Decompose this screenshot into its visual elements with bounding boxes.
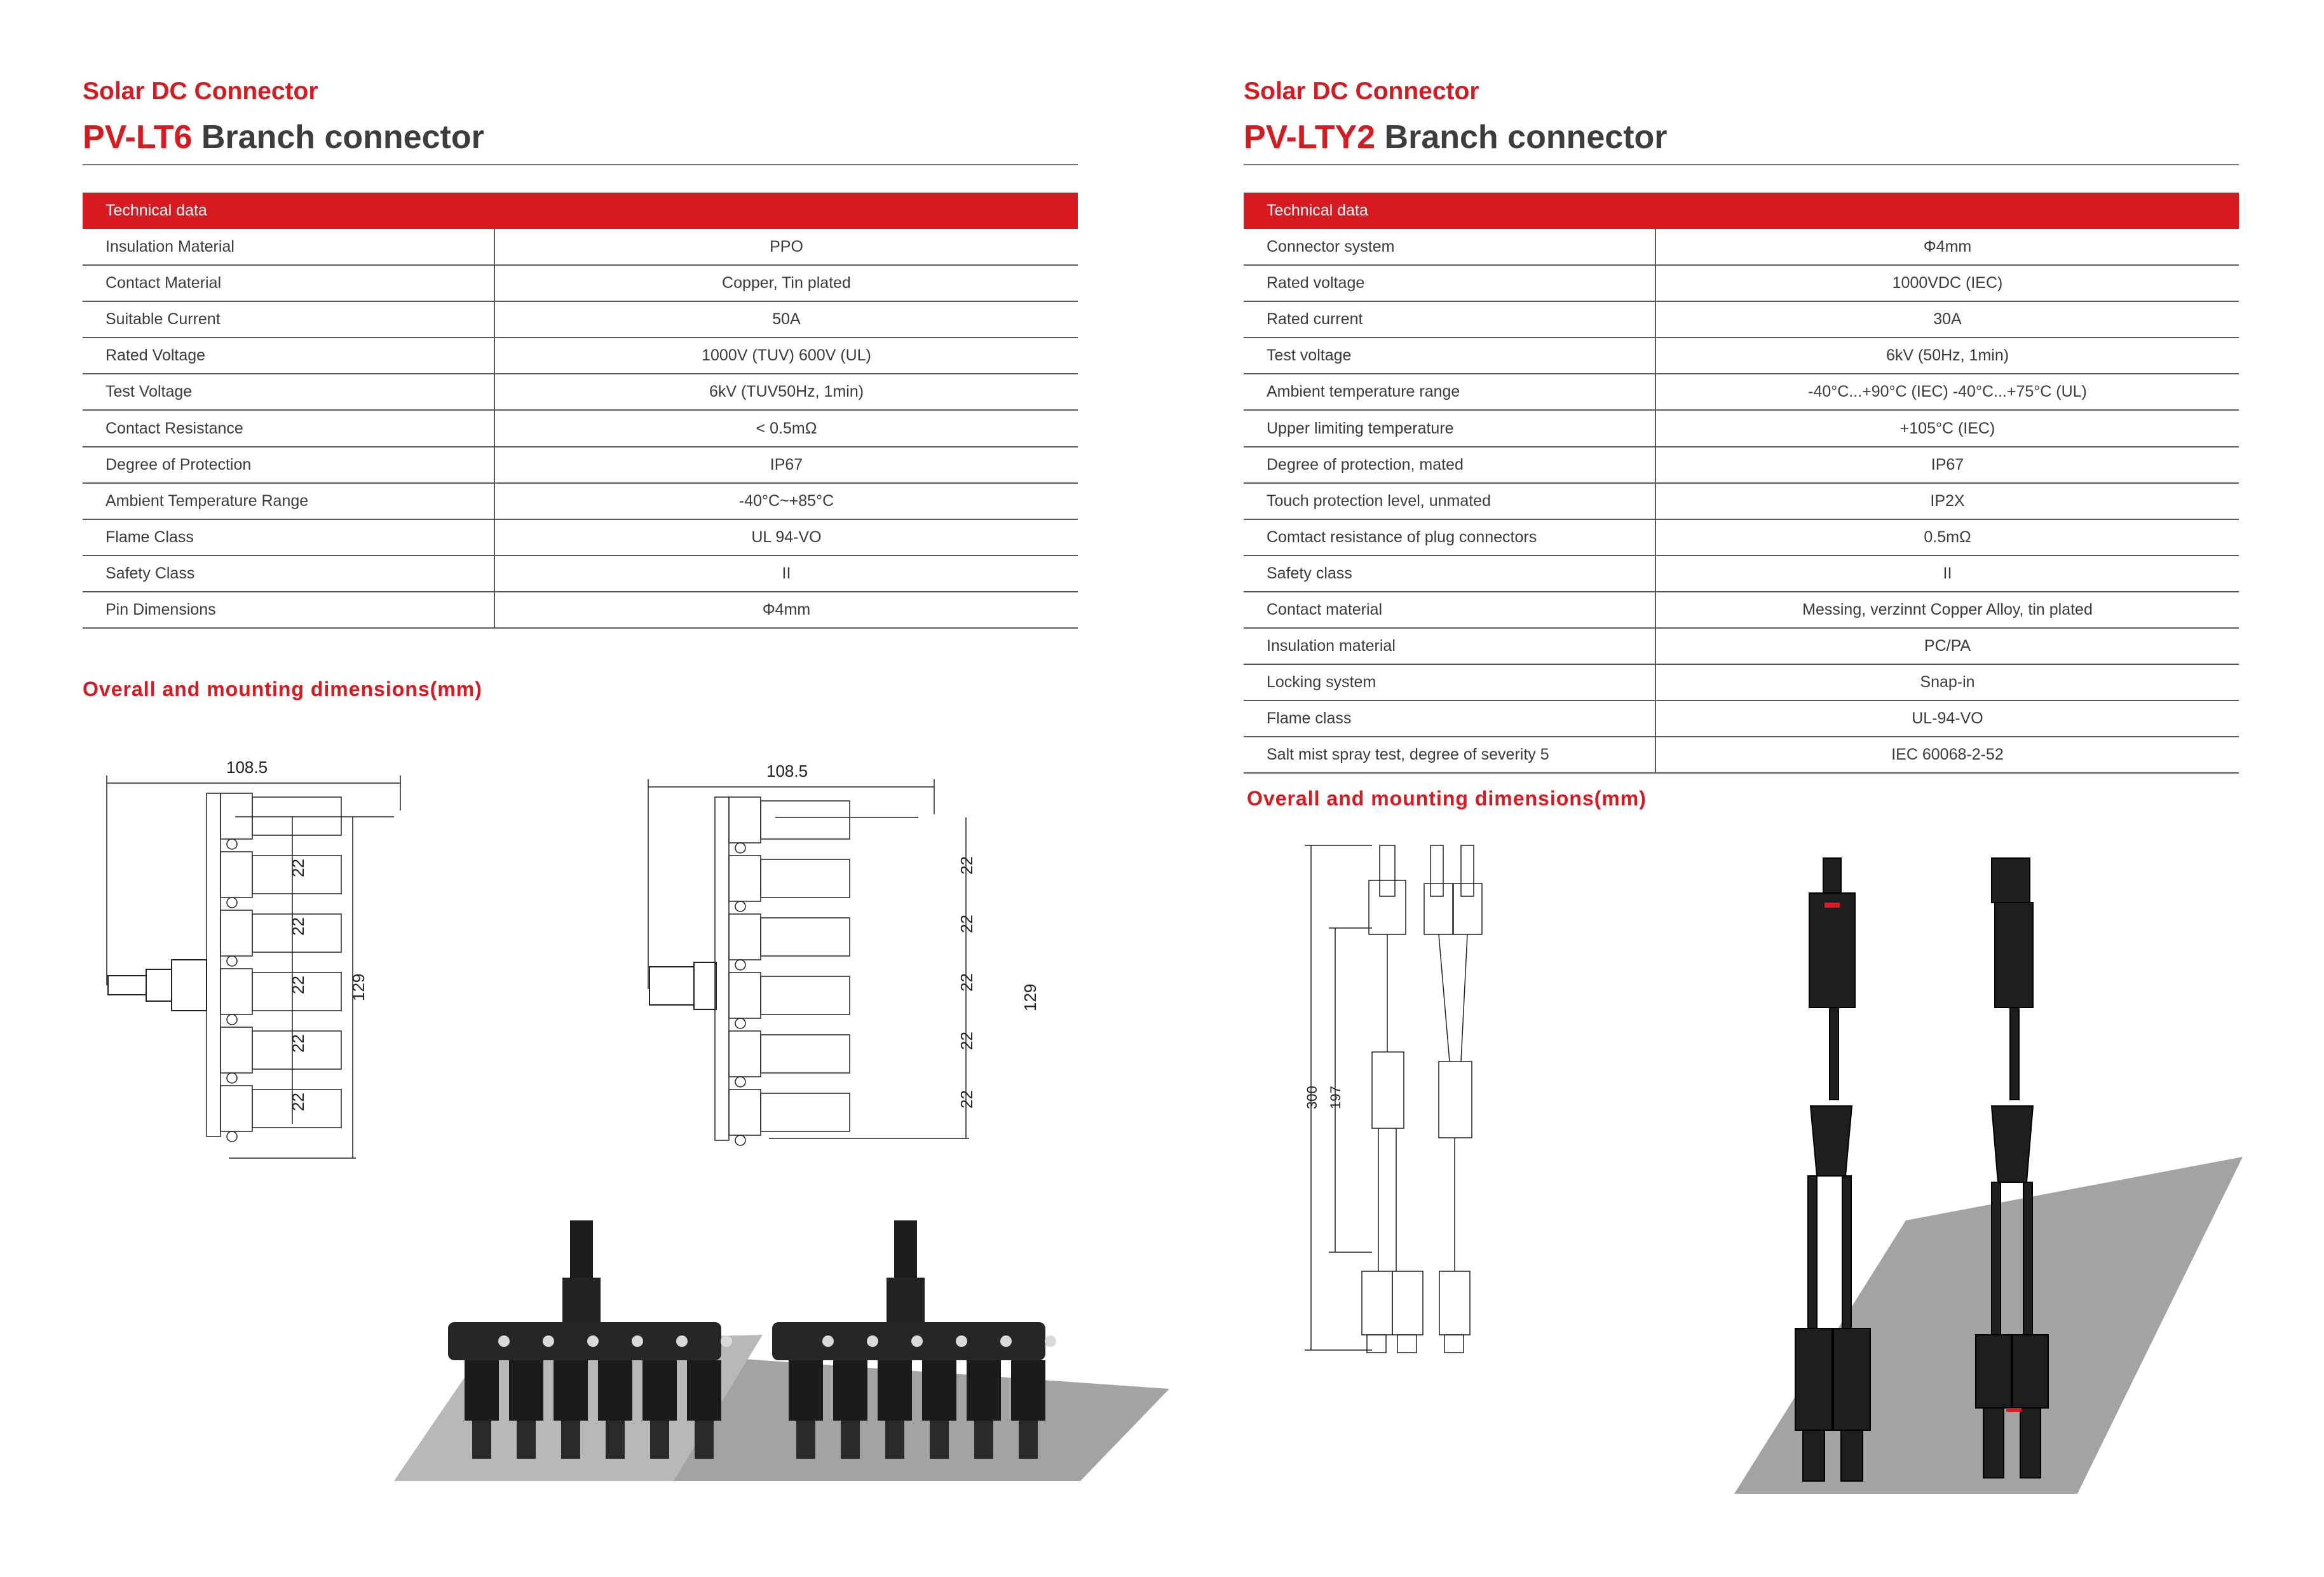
spec-key: Rated Voltage: [83, 338, 494, 374]
spec-key: Degree of Protection: [83, 447, 494, 483]
pitch-label: 22: [957, 1032, 976, 1050]
page-subtitle: Solar DC Connector: [1244, 78, 1479, 105]
pitch-label: 22: [957, 915, 976, 933]
table-row: [83, 229, 1078, 265]
table-row: [83, 447, 1078, 483]
table-header: Technical data: [1244, 193, 2239, 229]
pitch-labels: [289, 859, 308, 1111]
spec-key: Touch protection level, unmated: [1244, 483, 1655, 519]
spec-value: 30A: [1655, 301, 2239, 338]
table-row: [1244, 229, 2239, 265]
spec-key: Rated current: [1244, 301, 1655, 338]
spec-value: Φ4mm: [494, 592, 1078, 628]
spec-key: Suitable Current: [83, 301, 494, 338]
spec-value: 6kV (50Hz, 1min): [1655, 338, 2239, 374]
spec-value: II: [494, 556, 1078, 592]
spec-key: Ambient Temperature Range: [83, 483, 494, 519]
spec-key: Rated voltage: [1244, 265, 1655, 301]
table-row: [83, 556, 1078, 592]
dimension-drawing-2: [642, 760, 1049, 1167]
right-page: [1162, 0, 2324, 1577]
table-row: [1244, 265, 2239, 301]
spec-key: Connector system: [1244, 229, 1655, 265]
table-row: [83, 483, 1078, 519]
spec-key: Test Voltage: [83, 374, 494, 410]
spec-key: Salt mist spray test, degree of severity 5: [1244, 737, 1655, 773]
branch-length-label: 197: [1328, 1086, 1343, 1109]
spec-key: Comtact resistance of plug connectors: [1244, 519, 1655, 556]
pitch-label: 22: [289, 917, 308, 936]
spec-key: Flame class: [1244, 700, 1655, 737]
pitch-label: 22: [289, 976, 308, 994]
connector-outline: [715, 797, 850, 1145]
spec-value: < 0.5mΩ: [494, 410, 1078, 446]
dimension-drawing-y: [1283, 833, 1525, 1360]
table-row: [1244, 628, 2239, 664]
spec-value: Snap-in: [1655, 664, 2239, 700]
spec-key: Contact material: [1244, 592, 1655, 628]
table-row: [1244, 737, 2239, 773]
spec-key: Locking system: [1244, 664, 1655, 700]
spec-key: Insulation material: [1244, 628, 1655, 664]
height-label: 129: [1021, 983, 1040, 1011]
table-row: [83, 410, 1078, 446]
title-divider: [1244, 164, 2239, 165]
spec-value: UL 94-VO: [494, 519, 1078, 556]
spec-value: II: [1655, 556, 2239, 592]
page-subtitle: Solar DC Connector: [83, 78, 318, 105]
technical-data-table: [1244, 193, 2239, 774]
table-row: [83, 265, 1078, 301]
dimensions-heading: Overall and mounting dimensions(mm): [1247, 787, 1647, 810]
technical-data-table: [83, 193, 1078, 629]
connector-outline: [207, 793, 341, 1142]
table-row: [83, 301, 1078, 338]
dimension-drawing-1: [102, 756, 508, 1163]
table-row: [1244, 410, 2239, 446]
spec-value: IP67: [1655, 447, 2239, 483]
spec-key: Safety class: [1244, 556, 1655, 592]
spec-key: Safety Class: [83, 556, 494, 592]
page-title: [1244, 118, 1668, 156]
spec-value: 1000V (TUV) 600V (UL): [494, 338, 1078, 374]
height-label: 129: [349, 973, 368, 1001]
model-name: PV-LTY2: [1244, 119, 1376, 156]
table-header: Technical data: [83, 193, 1078, 229]
spec-value: -40°C...+90°C (IEC) -40°C...+75°C (UL): [1655, 374, 2239, 410]
table-row: [1244, 374, 2239, 410]
pitch-label: 22: [289, 1034, 308, 1053]
spec-value: Copper, Tin plated: [494, 265, 1078, 301]
spec-value: PPO: [494, 229, 1078, 265]
dimensions-heading: Overall and mounting dimensions(mm): [83, 678, 482, 700]
table-row: [1244, 519, 2239, 556]
table-row: [1244, 301, 2239, 338]
width-label: 108.5: [226, 758, 268, 777]
table-row: [1244, 592, 2239, 628]
spec-value: UL-94-VO: [1655, 700, 2239, 737]
table-row: [1244, 338, 2239, 374]
spec-value: PC/PA: [1655, 628, 2239, 664]
table-row: [1244, 664, 2239, 700]
spec-key: Contact Resistance: [83, 410, 494, 446]
table-row: [83, 519, 1078, 556]
spec-key: Pin Dimensions: [83, 592, 494, 628]
spec-value: IEC 60068-2-52: [1655, 737, 2239, 773]
pitch-label: 22: [957, 1090, 976, 1109]
spec-key: Contact Material: [83, 265, 494, 301]
spec-key: Flame Class: [83, 519, 494, 556]
table-row: [83, 592, 1078, 628]
length-label: 300: [1304, 1086, 1320, 1109]
title-divider: [83, 164, 1078, 165]
pitch-label: 22: [289, 1093, 308, 1111]
spec-value: IP67: [494, 447, 1078, 483]
spec-value: 6kV (TUV50Hz, 1min): [494, 374, 1078, 410]
product-photo-lt6: [394, 1208, 1182, 1487]
spec-value: 50A: [494, 301, 1078, 338]
spec-value: -40°C~+85°C: [494, 483, 1078, 519]
spec-value: 0.5mΩ: [1655, 519, 2239, 556]
table-row: [1244, 483, 2239, 519]
title-text: Branch connector: [1375, 119, 1668, 156]
spec-value: Φ4mm: [1655, 229, 2239, 265]
pitch-label: 22: [957, 856, 976, 875]
spec-value: IP2X: [1655, 483, 2239, 519]
pitch-label: 22: [957, 973, 976, 992]
pitch-labels: [957, 856, 976, 1109]
spec-key: Upper limiting temperature: [1244, 410, 1655, 446]
spec-key: Insulation Material: [83, 229, 494, 265]
spec-value: Messing, verzinnt Copper Alloy, tin plated: [1655, 592, 2239, 628]
spec-value: 1000VDC (IEC): [1655, 265, 2239, 301]
page-title: [83, 118, 484, 156]
table-row: [1244, 556, 2239, 592]
spec-key: Degree of protection, mated: [1244, 447, 1655, 483]
product-photo-lty2: [1734, 839, 2319, 1500]
model-name: PV-LT6: [83, 119, 193, 156]
table-row: [1244, 700, 2239, 737]
width-label: 108.5: [766, 761, 808, 781]
spec-key: Test voltage: [1244, 338, 1655, 374]
table-row: [1244, 447, 2239, 483]
spec-value: +105°C (IEC): [1655, 410, 2239, 446]
spec-key: Ambient temperature range: [1244, 374, 1655, 410]
table-row: [83, 374, 1078, 410]
pitch-label: 22: [289, 859, 308, 877]
table-row: [83, 338, 1078, 374]
title-text: Branch connector: [192, 119, 484, 156]
